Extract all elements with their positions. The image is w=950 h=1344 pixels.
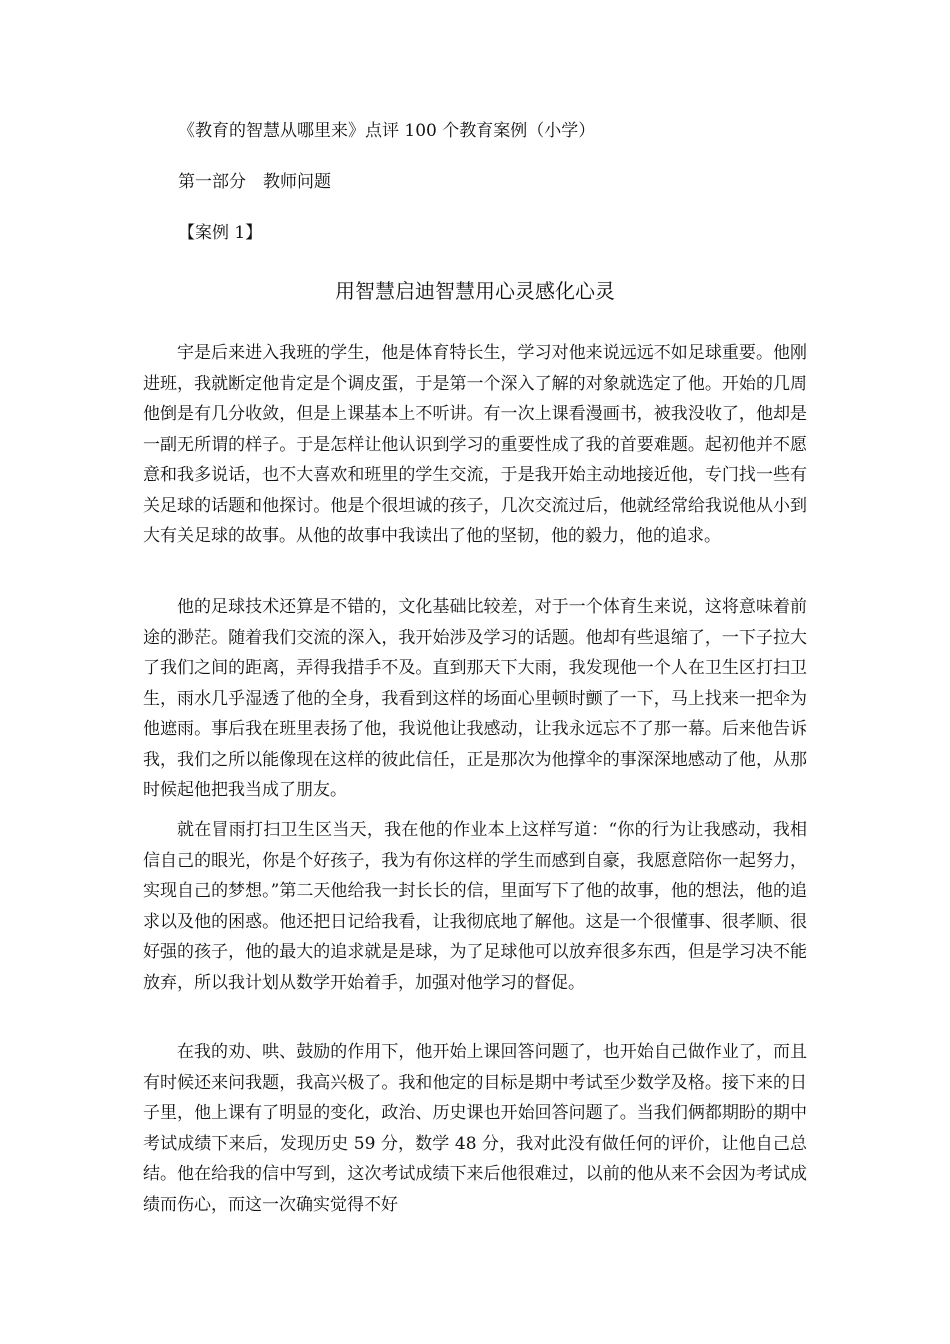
paragraph-text: 他的足球技术还算是不错的，文化基础比较差，对于一个体育生来说，这将意味着前途的渺茫。随着我们交流的深入，我开始涉及学习的话题。他却有些退缩了，一下子拉大了我们之间的距离，弄得我措手不及。直到那天下大雨，我发现他一个人在卫生区打扫卫生，雨水几乎湿透了他的全身，我看到这样的场面心里顿时颤了一下，马上找来一把伞为他遮雨。事后我在班里表扬了他，我说他让我感动，让我永远忘不了那一幕。后来他告诉我，我们之所以能像现在这样的彼此信任，正是那次为他撑伞的事深深地感动了他，从那时候起他把我当成了朋友。: [143, 597, 807, 800]
article-title: 用智慧启迪智慧用心灵感化心灵: [335, 279, 615, 303]
part-title: 第一部分 教师问题: [178, 172, 331, 192]
paragraph-1: [143, 338, 807, 552]
paragraph-text: 宇是后来进入我班的学生，他是体育特长生，学习对他来说远远不如足球重要。他刚进班，我就断定他肯定是个调皮蛋，于是第一个深入了解的对象就选定了他。开始的几周他倒是有几分收敛，但是上课基本上不听讲。有一次上课看漫画书，被我没收了，他却是一副无所谓的样子。于是怎样让他认识到学习的重要性成了我的首要难题。起初他并不愿意和我多说话，也不大喜欢和班里的学生交流，于是我开始主动地接近他，专门找一些有关足球的话题和他探讨。他是个很坦诚的孩子，几次交流过后，他就经常给我说他从小到大有关足球的故事。从他的故事中我读出了他的坚韧，他的毅力，他的追求。: [143, 343, 807, 546]
paragraph-text: 就在冒雨打扫卫生区当天，我在他的作业本上这样写道：“你的行为让我感动，我相信自己的眼光，你是个好孩子，我为有你这样的学生而感到自豪，我愿意陪你一起努力，实现自己的梦想。”第二天他给我一封长长的信，里面写下了他的故事，他的想法，他的追求以及他的困惑。他还把日记给我看，让我彻底地了解他。这是一个很懂事、很孝顺、很好强的孩子，他的最大的追求就是是球，为了足球他可以放弃很多东西，但是学习决不能放弃，所以我计划从数学开始着手，加强对他学习的督促。: [143, 820, 807, 993]
case-label: 【案例 1】: [178, 223, 263, 243]
paragraph-2: [143, 592, 807, 806]
paragraph-text: 在我的劝、哄、鼓励的作用下，他开始上课回答问题了，也开始自己做作业了，而且有时候还来问我题，我高兴极了。我和他定的目标是期中考试至少数学及格。接下来的日子里，他上课有了明显的变化，政治、历史课也开始回答问题了。当我们俩都期盼的期中考试成绩下来后，发现历史 59 分，数学 48 分，我对此没有做任何的评价，让他自己总结。他在给我的信中写到，这次考试成绩下来后他很难过，以前的他从来不会因为考试成绩而伤心，而这一次确实觉得不好: [143, 1042, 807, 1215]
document-title: 《教育的智慧从哪里来》点评 100 个教育案例（小学）: [178, 121, 596, 141]
paragraph-3: [143, 815, 807, 998]
paragraph-4: [143, 1037, 807, 1220]
